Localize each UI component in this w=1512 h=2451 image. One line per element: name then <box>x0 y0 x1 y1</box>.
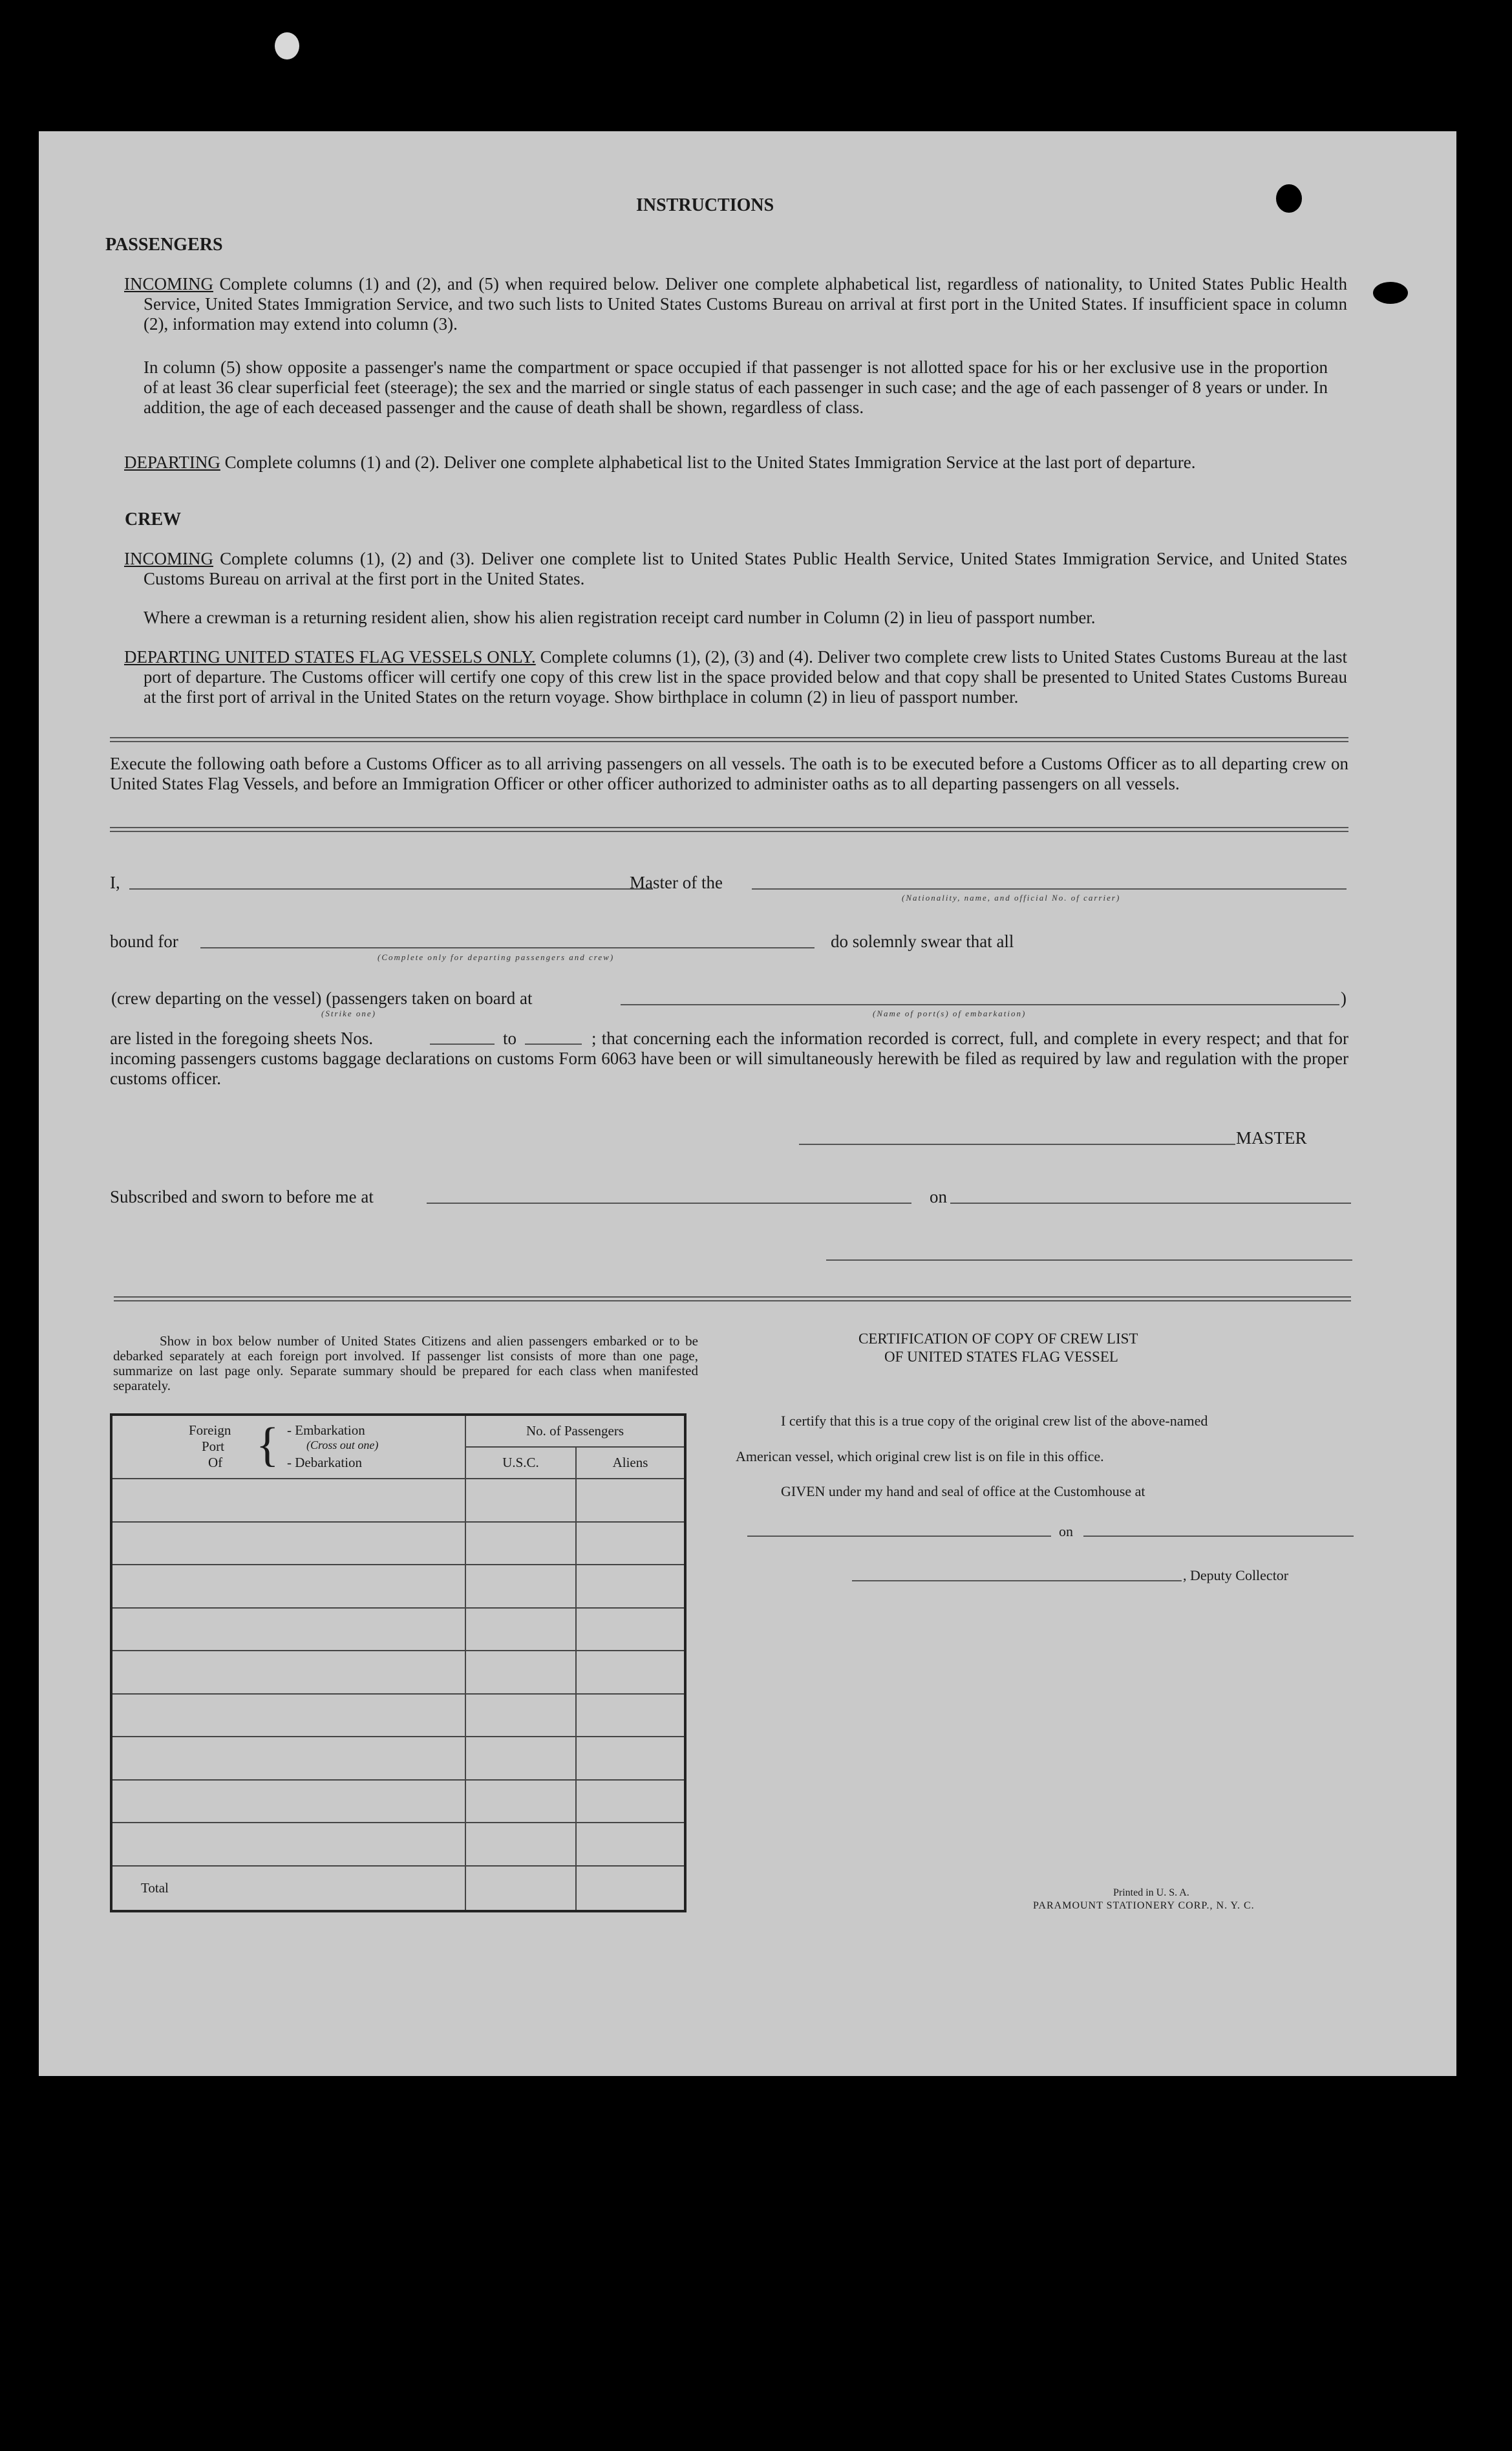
usc-cell[interactable] <box>465 1651 576 1694</box>
divider <box>110 737 1348 742</box>
table-row <box>111 1823 685 1866</box>
bound-for-caption: (Complete only for departing passengers and crew) <box>378 952 615 962</box>
sworn-at-field[interactable] <box>427 1203 911 1204</box>
port-label: Port <box>202 1439 225 1454</box>
crew-departing-label: DEPARTING UNITED STATES FLAG VESSELS ONLY. <box>124 647 536 667</box>
port-field[interactable] <box>621 1004 1339 1005</box>
passengers-column5-paragraph: In column (5) show opposite a passenger's name the compartment or space occupied if that passenger is not allotted space for his or her exclusive use in the proportion of at least 36 clear superficial feet (steerage); the sex and the married or single status of each passenger in such case; and the age of each passenger of 8 years or under. In addition, the age of each deceased passenger and the cause of death shall be shown, regardless of class. <box>144 358 1328 417</box>
ink-blot <box>1373 282 1408 304</box>
printer-line-1: Printed in U. S. A. <box>1113 1887 1189 1898</box>
deputy-collector-label: , Deputy Collector <box>1183 1567 1289 1583</box>
table-row <box>111 1651 685 1694</box>
usc-header: U.S.C. <box>465 1447 576 1479</box>
punch-hole <box>275 32 299 59</box>
sworn-on-label: on <box>930 1187 947 1206</box>
usc-cell[interactable] <box>465 1694 576 1737</box>
aliens-cell[interactable] <box>576 1780 685 1823</box>
port-cell[interactable] <box>111 1694 465 1737</box>
usc-cell[interactable] <box>465 1608 576 1651</box>
no-of-passengers-header: No. of Passengers <box>465 1415 685 1447</box>
box-instructions: Show in box below number of United States Citizens and alien passengers embarked or to be debarked separately at each foreign port involved. If passenger list consists of more than one page, summarize on last page only. Separate summary should be prepared for each class when manifested separately. <box>113 1333 698 1393</box>
close-paren: ) <box>1341 989 1347 1008</box>
vessel-caption: (Nationality, name, and official No. of carrier) <box>902 893 1121 903</box>
passengers-departing-label: DEPARTING <box>124 453 220 472</box>
crew-departing-paragraph <box>124 647 1347 707</box>
customhouse-field[interactable] <box>747 1536 1051 1537</box>
certification-title-2: OF UNITED STATES FLAG VESSEL <box>884 1349 1118 1365</box>
given-label: GIVEN under my hand and seal of office at the Customhouse at <box>781 1483 1145 1499</box>
usc-cell[interactable] <box>465 1737 576 1780</box>
ink-blot <box>1276 184 1302 213</box>
aliens-cell[interactable] <box>576 1608 685 1651</box>
passengers-incoming-paragraph <box>124 274 1347 334</box>
crew-departing-label: (crew departing on the vessel) (passengers taken on board at <box>111 989 533 1008</box>
port-cell[interactable] <box>111 1479 465 1522</box>
sworn-date-field[interactable] <box>950 1203 1351 1204</box>
master-signature-field[interactable] <box>799 1144 1235 1145</box>
cert-on-label: on <box>1059 1523 1073 1539</box>
aliens-cell[interactable] <box>576 1565 685 1608</box>
total-usc-cell[interactable] <box>465 1866 576 1911</box>
brace: { <box>256 1418 279 1472</box>
foreign-label: Foreign <box>189 1422 231 1438</box>
usc-cell[interactable] <box>465 1522 576 1565</box>
certification-title-1: CERTIFICATION OF COPY OF CREW LIST <box>858 1331 1138 1347</box>
usc-cell[interactable] <box>465 1780 576 1823</box>
port-cell[interactable] <box>111 1780 465 1823</box>
printer-line-2: PARAMOUNT STATIONERY CORP., N. Y. C. <box>1033 1900 1255 1911</box>
passengers-incoming-text: Complete columns (1) and (2), and (5) when required below. Deliver one complete alphabetical list, regardless of nationality, to United States Public Health Service, United States Immigration Service, and two such lists to United States Customs Bureau on arrival at first port in the United States. If insufficient space in column (2), information may extend into column (3). <box>144 274 1348 334</box>
port-cell[interactable] <box>111 1565 465 1608</box>
certification-text-2: American vessel, which original crew list is on file in this office. <box>736 1448 1104 1464</box>
embarkation-label: - Embarkation <box>287 1422 365 1438</box>
port-cell[interactable] <box>111 1522 465 1565</box>
passengers-incoming-label: INCOMING <box>124 274 213 294</box>
debarkation-label: - Debarkation <box>287 1455 363 1470</box>
vessel-field[interactable] <box>752 888 1347 890</box>
passengers-departing-paragraph <box>124 453 1347 473</box>
port-cell[interactable] <box>111 1823 465 1866</box>
cross-out-label: (Cross out one) <box>306 1439 379 1451</box>
aliens-cell[interactable] <box>576 1522 685 1565</box>
crew-incoming-label: INCOMING <box>124 549 213 568</box>
aliens-cell[interactable] <box>576 1823 685 1866</box>
crew-incoming-paragraph <box>124 549 1347 589</box>
port-cell[interactable] <box>111 1608 465 1651</box>
port-cell[interactable] <box>111 1651 465 1694</box>
aliens-cell[interactable] <box>576 1479 685 1522</box>
strike-caption: (Strike one) <box>321 1009 377 1018</box>
table-row <box>111 1694 685 1737</box>
officer-signature-field[interactable] <box>826 1259 1352 1261</box>
passengers-heading: PASSENGERS <box>105 235 223 255</box>
ports-caption: (Name of port(s) of embarkation) <box>873 1009 1027 1018</box>
of-label: Of <box>208 1455 223 1470</box>
oath-intro: Execute the following oath before a Customs Officer as to all arriving passengers on all vessels. The oath is to be executed before a Customs Officer as to all departing crew on United States Flag Vessels, and before an Immigration Officer or other officer authorized to administer oaths as to all departing passengers on all vessels. <box>110 754 1348 793</box>
form-page <box>39 131 1456 2076</box>
subscribed-label: Subscribed and sworn to before me at <box>110 1187 374 1206</box>
master-name-field[interactable] <box>129 888 653 890</box>
total-row <box>111 1866 685 1911</box>
crew-incoming-text: Complete columns (1), (2) and (3). Deliver one complete list to United States Public Health Service, United States Immigration Service, and United States Customs Bureau on arrival at the first port in the United States. <box>144 549 1348 588</box>
aliens-cell[interactable] <box>576 1737 685 1780</box>
sheets-label: are listed in the foregoing sheets Nos. <box>110 1029 374 1048</box>
crew-alien-paragraph: Where a crewman is a returning resident alien, show his alien registration receipt card number in Column (2) in lieu of passport number. <box>144 608 1096 627</box>
port-header-cell <box>111 1415 465 1479</box>
table-row <box>111 1737 685 1780</box>
page-title: INSTRUCTIONS <box>636 195 774 215</box>
cert-date-field[interactable] <box>1083 1536 1354 1537</box>
total-label: Total <box>111 1866 465 1911</box>
passengers-departing-text: Complete columns (1) and (2). Deliver one complete alphabetical list to the United States Immigration Service at the last port of departure. <box>224 453 1196 472</box>
table-row <box>111 1565 685 1608</box>
table-row <box>111 1608 685 1651</box>
master-label: MASTER <box>1236 1128 1307 1148</box>
oath-i: I, <box>110 873 120 892</box>
deputy-signature-field[interactable] <box>852 1580 1182 1581</box>
crew-heading: CREW <box>125 509 182 530</box>
aliens-cell[interactable] <box>576 1694 685 1737</box>
bound-for-label: bound for <box>110 932 178 951</box>
usc-cell[interactable] <box>465 1479 576 1522</box>
divider <box>110 827 1348 832</box>
port-cell[interactable] <box>111 1737 465 1780</box>
table-row <box>111 1479 685 1522</box>
usc-cell[interactable] <box>465 1823 576 1866</box>
aliens-header: Aliens <box>576 1447 685 1479</box>
sheets-to-label: to <box>503 1029 517 1048</box>
aliens-cell[interactable] <box>576 1651 685 1694</box>
total-aliens-cell[interactable] <box>576 1866 685 1911</box>
divider <box>114 1296 1351 1301</box>
crew-departing-text: Complete columns (1), (2), (3) and (4). Deliver two complete crew lists to United States Customs Bureau at the last port of departure. The Customs officer will certify one copy of this crew list in the space provided below and that copy shall be presented to United States Customs Bureau at the first port of arrival in the United States on the return voyage. Show birthplace in column (2) in lieu of passport number. <box>144 647 1347 707</box>
swear-label: do solemnly swear that all <box>831 932 1014 951</box>
oath-body: ; that concerning each the information recorded is correct, full, and complete in every respect; and that for incoming passengers customs baggage declarations on customs Form 6063 have been or will simultaneously herewith be filed as required by law and regulation with the proper customs officer. <box>110 1029 1348 1088</box>
bound-for-field[interactable] <box>200 947 815 948</box>
usc-cell[interactable] <box>465 1565 576 1608</box>
master-of-the-label: Master of the <box>630 873 723 892</box>
certification-text-1: I certify that this is a true copy of the original crew list of the above-named <box>781 1413 1208 1429</box>
table-row <box>111 1780 685 1823</box>
table-row <box>111 1522 685 1565</box>
passenger-summary-table <box>110 1413 687 1912</box>
